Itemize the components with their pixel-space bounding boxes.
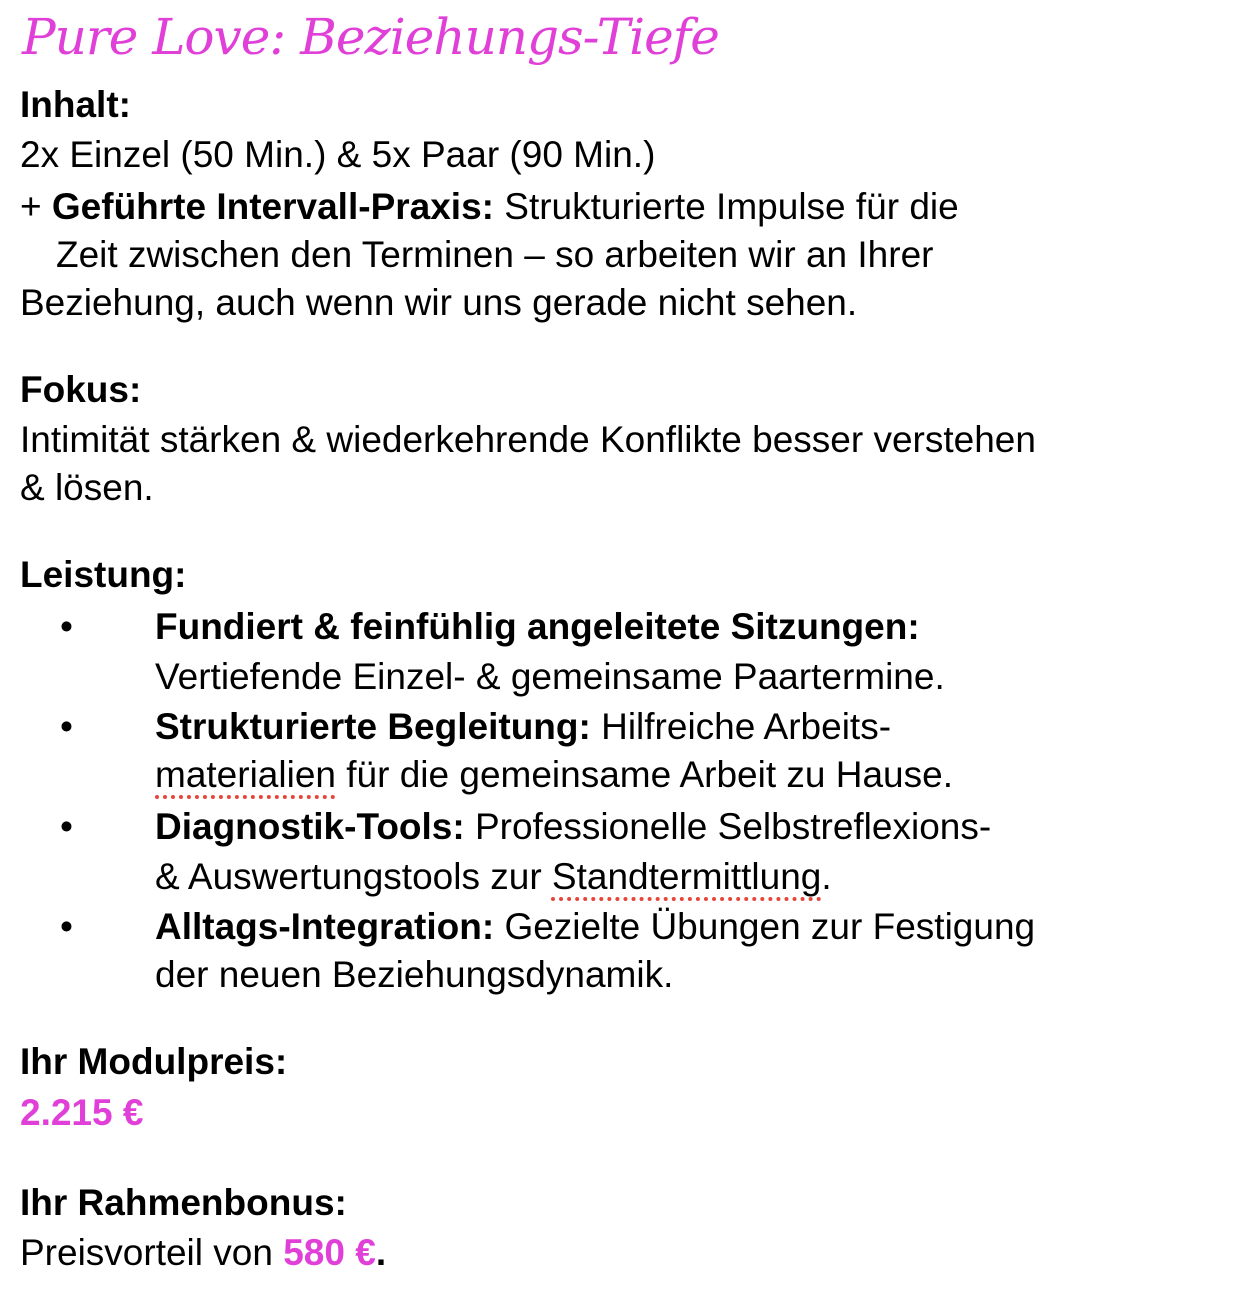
list-item-cont: der neuen Beziehungsdynamik. bbox=[155, 954, 674, 995]
inhalt-praxis-line2: Zeit zwischen den Terminen – so arbeiten wir an Ihrer bbox=[56, 234, 934, 275]
list-item-cont: & Auswertungstools zur Standtermittlung. bbox=[155, 856, 832, 897]
fokus-line1: Intimität stärken & wiederkehrende Konflikte besser verstehen bbox=[20, 419, 1036, 460]
preis-heading: Ihr Modulpreis: bbox=[20, 1041, 288, 1082]
bonus-value: 580 € bbox=[283, 1232, 376, 1273]
bullet: • bbox=[60, 806, 73, 847]
document-title: Pure Love: Beziehungs-Tiefe bbox=[22, 8, 719, 66]
bonus-heading: Ihr Rahmenbonus: bbox=[20, 1182, 347, 1223]
bullet: • bbox=[60, 706, 73, 747]
list-item: Strukturierte Begleitung: Hilfreiche Arbeits- bbox=[155, 706, 892, 747]
fokus-heading: Fokus: bbox=[20, 369, 142, 410]
spellcheck-word[interactable]: Standtermittlung bbox=[551, 856, 822, 897]
bonus-text: Preisvorteil von 580 €. bbox=[20, 1232, 387, 1273]
list-item: Fundiert & feinfühlig angeleitete Sitzungen: bbox=[155, 606, 920, 647]
bullet: • bbox=[60, 906, 73, 947]
bullet: • bbox=[60, 606, 73, 647]
list-item: Alltags-Integration: Gezielte Übungen zur Festigung bbox=[155, 906, 1036, 947]
spellcheck-word[interactable]: materialien bbox=[155, 754, 336, 795]
inhalt-heading: Inhalt: bbox=[20, 84, 131, 125]
fokus-line2: & lösen. bbox=[20, 467, 154, 508]
list-item-cont: Vertiefende Einzel- & gemeinsame Paartermine. bbox=[155, 656, 945, 697]
inhalt-praxis-line1: + Geführte Intervall-Praxis: Strukturierte Impulse für die bbox=[20, 186, 959, 227]
list-item-cont: materialien für die gemeinsame Arbeit zu Hause. bbox=[155, 754, 953, 795]
preis-value: 2.215 € bbox=[20, 1092, 144, 1133]
inhalt-sessions: 2x Einzel (50 Min.) & 5x Paar (90 Min.) bbox=[20, 134, 656, 175]
inhalt-praxis-line3: Beziehung, auch wenn wir uns gerade nicht sehen. bbox=[20, 282, 858, 323]
list-item: Diagnostik-Tools: Professionelle Selbstreflexions- bbox=[155, 806, 992, 847]
leistung-heading: Leistung: bbox=[20, 554, 187, 595]
